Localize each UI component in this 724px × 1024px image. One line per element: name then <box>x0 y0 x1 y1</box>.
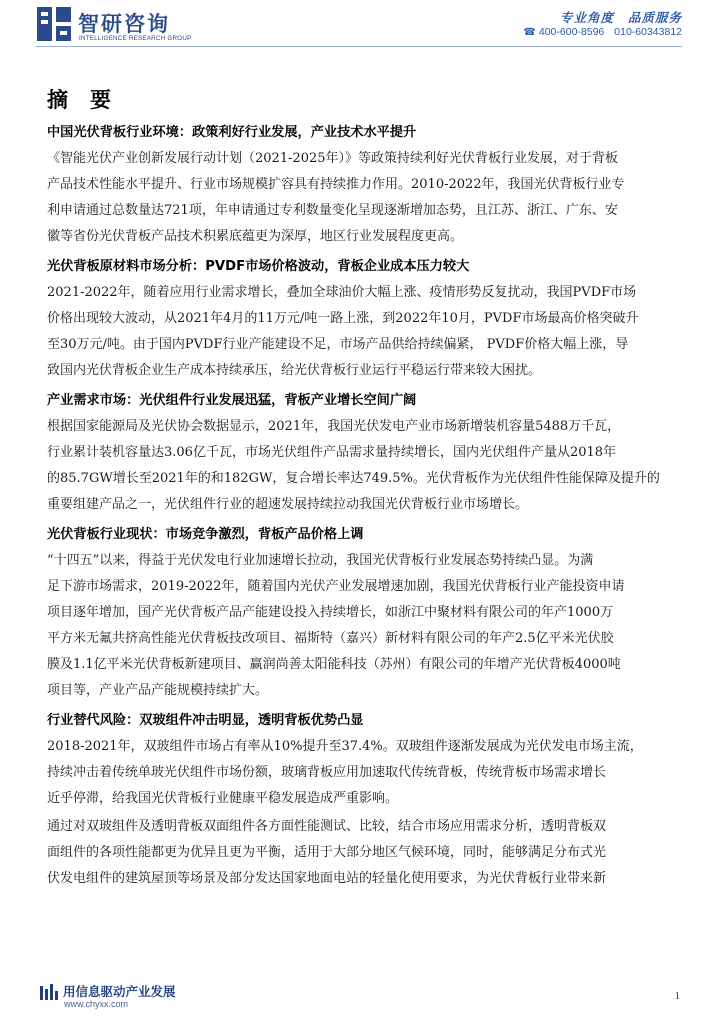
contact-phones <box>523 26 682 38</box>
paragraph-line: 的85.7GW增长至2021年的和182GW，复合增长率达749.5%。光伏背板作为光伏组件性能保障及提升的 <box>47 471 660 486</box>
page-footer <box>0 980 724 1024</box>
paragraph-line: 2018-2021年，双玻组件市场占有率从10%提升至37.4%。双玻组件逐渐发展成为光伏发电市场主流， <box>47 739 643 754</box>
phone-number-2[interactable]: 010-60343812 <box>614 26 682 38</box>
section-paragraph <box>47 734 685 812</box>
section-paragraph <box>47 814 685 892</box>
document-body <box>47 84 685 892</box>
section-heading: 光伏背板原材料市场分析：PVDF市场价格波动，背板企业成本压力较大 <box>47 259 470 274</box>
logo-mark-icon <box>36 6 72 42</box>
paragraph-line: “十四五”以来，得益于光伏发电行业加速增长拉动，我国光伏背板行业发展态势持续凸显。为满 <box>47 553 594 568</box>
phone-number-1[interactable]: 400-600-8596 <box>538 26 605 38</box>
footer-logo-icon <box>40 984 58 1002</box>
slogan-quality: 品质服务 <box>627 10 682 25</box>
paragraph-line: 价格出现较大波动，从2021年4月的11万元/吨一路上涨，到2022年10月，PVDF市场最高价格突破升 <box>47 311 639 326</box>
paragraph-line: 行业累计装机容量达3.06亿千瓦，市场光伏组件产品需求量持续增长，国内光伏组件产量从2018年 <box>47 445 617 460</box>
paragraph-line: 利申请通过总数量达721项，年申请通过专利数量变化呈现逐渐增加态势，且江苏、浙江、广东、安 <box>47 203 618 218</box>
paragraph-line: 近乎停滞，给我国光伏背板行业健康平稳发展造成严重影响。 <box>47 791 399 806</box>
paragraph-line: 足下游市场需求，2019-2022年，随着国内光伏产业发展增速加剧，我国光伏背板行业产能投资申请 <box>47 579 625 594</box>
paragraph-line: 致国内光伏背板企业生产成本持续承压，给光伏背板行业运行平稳运行带来较大困扰。 <box>47 363 542 378</box>
header-divider <box>36 46 682 47</box>
paragraph-line: 持续冲击着传统单玻光伏组件市场份额，玻璃背板应用加速取代传统背板，传统背板市场需求增长 <box>47 765 607 780</box>
section-paragraph <box>47 146 685 250</box>
paragraph-line: 膜及1.1亿平米光伏背板新建项目、赢润尚善太阳能科技（苏州）有限公司的年增产光伏背板4000吨 <box>47 657 621 672</box>
paragraph-line: 根据国家能源局及光伏协会数据显示，2021年，我国光伏发电产业市场新增装机容量5488万千瓦， <box>47 419 621 434</box>
page-header <box>0 0 724 60</box>
logo-subtitle: INTELLIGENCE RESEARCH GROUP <box>79 35 192 42</box>
paragraph-line: 2021-2022年，随着应用行业需求增长，叠加全球油价大幅上涨、疫情形势反复扰动，我国PVDF市场 <box>47 285 637 300</box>
paragraph-line: 面组件的各项性能都更为优异且更为平衡，适用于大部分地区气候环境，同时，能够满足分布式光 <box>47 845 607 860</box>
section-paragraph <box>47 548 685 704</box>
paragraph-line: 伏发电组件的建筑屋顶等场景及部分发达国家地面电站的轻量化使用要求，为光伏背板行业带来新 <box>47 871 607 886</box>
section-paragraph <box>47 414 685 518</box>
paragraph-line: 徽等省份光伏背板产品技术积累底蕴更为深厚，地区行业发展程度更高。 <box>47 229 464 244</box>
footer-slogan: 用信息驱动产业发展 <box>63 984 176 999</box>
paragraph-line: 平方米无氟共挤高性能光伏背板技改项目、福斯特（嘉兴）新材料有限公司的年产2.5亿平米光伏胶 <box>47 631 614 646</box>
paragraph-line: 重要组建产品之一，光伏组件行业的超速发展持续拉动我国光伏背板行业市场增长。 <box>47 497 529 512</box>
footer-website-link[interactable]: www.chyxx.com <box>64 999 129 1009</box>
paragraph-line: 项目逐年增加，国产光伏背板产品产能建设投入持续增长，如浙江中聚材料有限公司的年产1000万 <box>47 605 614 620</box>
section-paragraph <box>47 280 685 384</box>
company-logo[interactable] <box>36 6 256 46</box>
paragraph-line: 产品技术性能水平提升、行业市场规模扩容具有持续推力作用。2010-2022年，我国光伏背板行业专 <box>47 177 625 192</box>
paragraph-line: 通过对双玻组件及透明背板双面组件各方面性能测试、比较，结合市场应用需求分析，透明背板双 <box>47 819 607 834</box>
section-heading: 中国光伏背板行业环境：政策利好行业发展，产业技术水平提升 <box>47 125 417 140</box>
section-heading: 光伏背板行业现状：市场竞争激烈，背板产品价格上调 <box>47 527 364 542</box>
paragraph-line: 至30万元/吨。由于国内PVDF行业产能建设不足，市场产品供给持续偏紧， PVDF价格大幅上涨，导 <box>47 337 629 352</box>
page-number: 1 <box>674 990 680 1002</box>
page-title: 摘要 <box>47 88 133 112</box>
phone-icon: ☎ <box>523 27 536 38</box>
logo-text: 智研咨询 <box>78 12 170 36</box>
paragraph-line: 《智能光伏产业创新发展行动计划（2021-2025年）》等政策持续利好光伏背板行业发展，对于背板 <box>47 151 619 166</box>
paragraph-line: 项目等，产业产品产能规模持续扩大。 <box>47 683 269 698</box>
slogan-professional: 专业角度 <box>559 10 614 25</box>
section-heading: 产业需求市场：光伏组件行业发展迅猛，背板产业增长空间广阔 <box>47 393 417 408</box>
header-slogan <box>560 8 682 26</box>
section-heading: 行业替代风险：双玻组件冲击明显，透明背板优势凸显 <box>47 713 364 728</box>
